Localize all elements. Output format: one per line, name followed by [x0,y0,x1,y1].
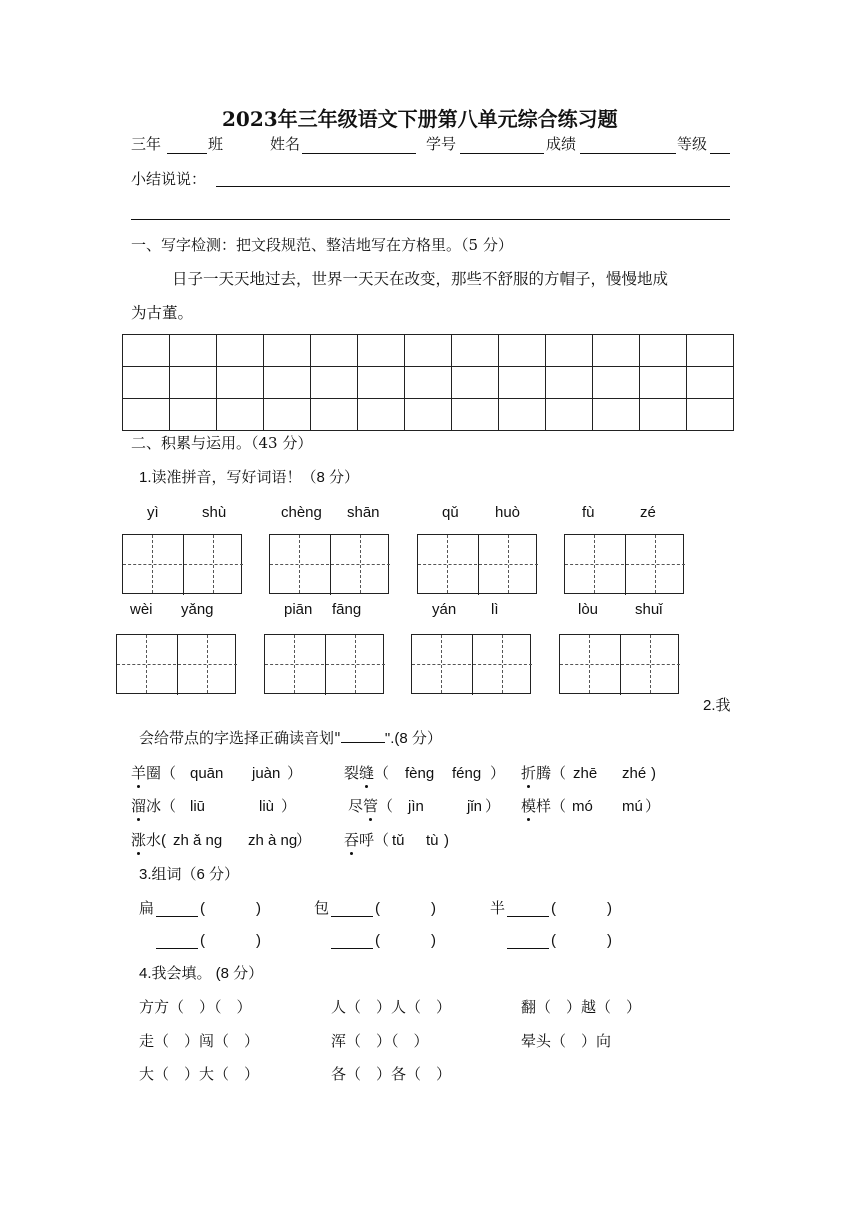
q4-title [139,966,263,981]
reading-option[interactable]: zh ǎ ng [173,832,223,849]
word-blank[interactable] [507,948,549,949]
word-blank[interactable] [507,916,549,917]
paren: ) [607,900,612,917]
section2-heading: 二、积累与运用。（43 分） [131,434,313,452]
reading-option[interactable]: fèng [405,765,435,782]
reading-option[interactable]: quān [190,765,224,782]
q2-title-part1: 2.我 [703,697,731,714]
pinyin: fāng [332,601,362,618]
pinyin: yǎng [181,601,214,618]
reading-option[interactable]: zh à ng [248,832,298,849]
passage-line-1: 日子一天天地过去，世界一天天在改变，那些不舒服的方帽子，慢慢地成 [172,270,669,288]
reading-option[interactable]: jìn [408,798,424,815]
q1-title [139,470,359,485]
q3-title-text: 3.组词（6 分） [139,866,240,883]
tianzige-box[interactable] [116,634,236,694]
reading-option[interactable]: zhē [573,765,598,782]
paren: ) [256,932,261,949]
pinyin: huò [495,504,521,521]
paren: ( [200,900,205,917]
pinyin: piān [284,601,313,618]
name-label: 姓名 [270,135,301,153]
score-blank[interactable] [580,153,676,154]
reading-item: 尽管（ [348,797,394,815]
pinyin: yán [432,601,457,618]
paren: ) [256,900,261,917]
pinyin: chèng [281,504,322,521]
fill-item[interactable]: 翻（ ）越（ ） [521,998,642,1016]
paren: ( [375,900,380,917]
fill-item[interactable]: 浑（ ）（ ） [331,1032,429,1050]
level-blank[interactable] [710,153,730,154]
reading-item: 折腾（ [521,764,567,782]
word-blank[interactable] [156,916,198,917]
pinyin: zé [640,504,656,521]
paren: ( [200,932,205,949]
section1-heading: 一、写字检测：把文段规范、整洁地写在方格里。（5 分） [131,236,513,254]
q4-title-text: 4.我会填。 (8 分） [139,965,264,982]
word-char: 扁 [139,899,155,917]
q3-title [139,867,239,882]
fill-item[interactable]: 大（ ）大（ ） [139,1065,260,1083]
grid-row [123,335,734,367]
reading-option[interactable]: féng [452,765,482,782]
paren: ） [490,764,506,782]
pinyin: lòu [578,601,599,618]
fill-item[interactable]: 各（ ）各（ ） [331,1065,452,1083]
paren: ) [431,900,436,917]
paren: ( [375,932,380,949]
answer-blank[interactable] [341,742,385,743]
word-char: 包 [314,899,330,917]
reading-option[interactable]: tǔ [392,832,405,849]
reading-item: 溜冰（ [131,797,177,815]
word-char: 半 [490,899,506,917]
pinyin: wèi [130,601,153,618]
reading-item: 涨水( [131,831,167,849]
q2-title-part2: 会给带点的字选择正确读音划" [139,729,341,747]
paren: ） [287,764,303,782]
tianzige-box[interactable] [559,634,679,694]
fill-item[interactable]: 晕头（ ）向 [521,1032,612,1050]
fill-item[interactable]: 走（ ）闯（ ） [139,1032,260,1050]
pinyin: fù [582,504,595,521]
paren: ） [281,797,297,815]
grade-label: 三年 [131,135,162,153]
fill-item[interactable]: 方方（ ）（ ） [139,998,252,1016]
pinyin: yì [147,504,159,521]
word-blank[interactable] [331,948,373,949]
reading-option[interactable]: juàn [252,765,281,782]
student-no-blank[interactable] [460,153,544,154]
tianzige-box[interactable] [269,534,389,594]
paren: ( [551,900,556,917]
paren: ） [645,797,661,815]
fill-item[interactable]: 人（ ）人（ ） [331,998,452,1016]
reading-option[interactable]: mú [622,798,643,815]
paren: ） [485,797,501,815]
grid-row [123,367,734,399]
passage-line-2: 为古董。 [131,304,194,322]
level-label: 等级 [677,135,708,153]
paren: ) [651,765,656,782]
name-blank[interactable] [302,153,416,154]
grid-row [123,399,734,431]
tianzige-box[interactable] [411,634,531,694]
paren: ) [431,932,436,949]
q2-title [139,731,442,746]
class-blank[interactable] [167,153,207,154]
reading-option[interactable]: tù [426,832,439,849]
word-blank[interactable] [156,948,198,949]
reading-option[interactable]: liū [190,798,206,815]
paren: ) [444,832,449,849]
tianzige-box[interactable] [264,634,384,694]
score-label: 成绩 [546,135,577,153]
reading-option[interactable]: liù [259,798,275,815]
tianzige-box[interactable] [122,534,242,594]
class-label: 班 [208,135,224,153]
reading-item: 裂缝（ [344,764,390,782]
paren: ( [551,932,556,949]
reading-option[interactable]: zhé [622,765,647,782]
summary-label: 小结说说： [131,170,207,188]
pinyin: qǔ [442,504,459,521]
summary-line-2[interactable] [131,219,730,220]
student-no-label: 学号 [426,135,457,153]
pinyin: shān [347,504,380,521]
tianzige-box[interactable] [417,534,537,594]
reading-option[interactable]: jǐn [467,798,483,815]
paren: ) [607,932,612,949]
reading-item: 模样（ [521,797,567,815]
pinyin: shù [202,504,227,521]
reading-item: 羊圈（ [131,764,177,782]
pinyin: shuǐ [635,601,663,618]
tianzige-box[interactable] [564,534,684,594]
page-title: 2023年三年级语文下册第八单元综合练习题 [222,107,618,131]
pinyin: lì [491,601,499,618]
writing-grid[interactable] [122,334,734,431]
reading-item: 吞呼（ [344,831,390,849]
q2-title-part3: ".(8 分） [384,730,442,747]
summary-line-1[interactable] [216,186,730,187]
q1-title-text: 1.读准拼音，写好词语！（8 分） [139,469,360,486]
paren: ） [296,831,312,849]
reading-option[interactable]: mó [572,798,593,815]
word-blank[interactable] [331,916,373,917]
